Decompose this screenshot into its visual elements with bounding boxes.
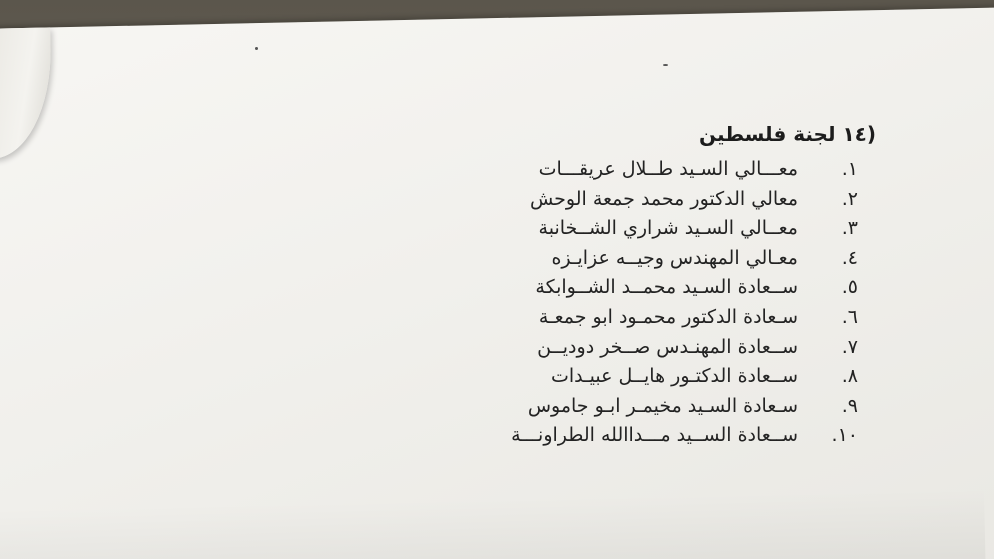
member-index: ٧. <box>841 335 858 358</box>
member-row <box>511 188 858 218</box>
member-row <box>511 247 858 277</box>
member-row <box>511 306 858 336</box>
member-index: ٤. <box>841 246 858 269</box>
paper-speck <box>255 47 258 50</box>
member-index: ٢. <box>841 187 858 210</box>
member-list <box>511 158 876 454</box>
member-name: ســعادة الســيد مـــداالله الطراونـــة <box>511 424 798 447</box>
member-name: ســعادة السـيد محمــد الشــوابكة <box>535 276 798 299</box>
member-name: معـالي المهندس وجيــه عزايـزه <box>551 246 798 269</box>
member-index: ٩. <box>841 394 858 417</box>
committee-section <box>511 122 876 454</box>
member-name: ســعادة المهنـدس صــخر دوديــن <box>537 335 798 358</box>
committee-number: (١٤ <box>842 122 876 146</box>
member-row <box>511 276 858 306</box>
member-name: ســعادة الدكتـور هايــل عبيـدات <box>550 365 798 388</box>
member-index: ٨. <box>841 365 858 388</box>
paper-speck <box>663 64 668 66</box>
member-name: معــالي السـيد شراري الشــخانبة <box>538 217 798 240</box>
member-index: ١. <box>841 158 858 180</box>
member-row <box>511 217 858 247</box>
member-name: سـعادة الدكتور محمـود ابو جمعـة <box>538 305 798 328</box>
member-index: ٣. <box>841 217 858 240</box>
member-row <box>511 365 858 395</box>
member-row <box>511 336 858 366</box>
member-index: ١٠. <box>831 424 858 447</box>
member-name: سـعادة السـيد مخيمـر ابـو جاموس <box>527 394 798 417</box>
member-index: ٦. <box>841 305 858 328</box>
member-row <box>511 158 858 188</box>
member-index: ٥. <box>841 276 858 299</box>
committee-heading <box>511 122 876 146</box>
member-name: معالي الدكتور محمد جمعة الوحش <box>529 187 798 210</box>
member-row <box>511 424 858 454</box>
member-row <box>511 395 858 425</box>
page-shadow <box>0 488 986 559</box>
page-curl <box>0 27 53 158</box>
committee-title: لجنة فلسطين <box>699 122 836 146</box>
member-name: معـــالي السـيد طــلال عريقـــات <box>538 158 798 180</box>
